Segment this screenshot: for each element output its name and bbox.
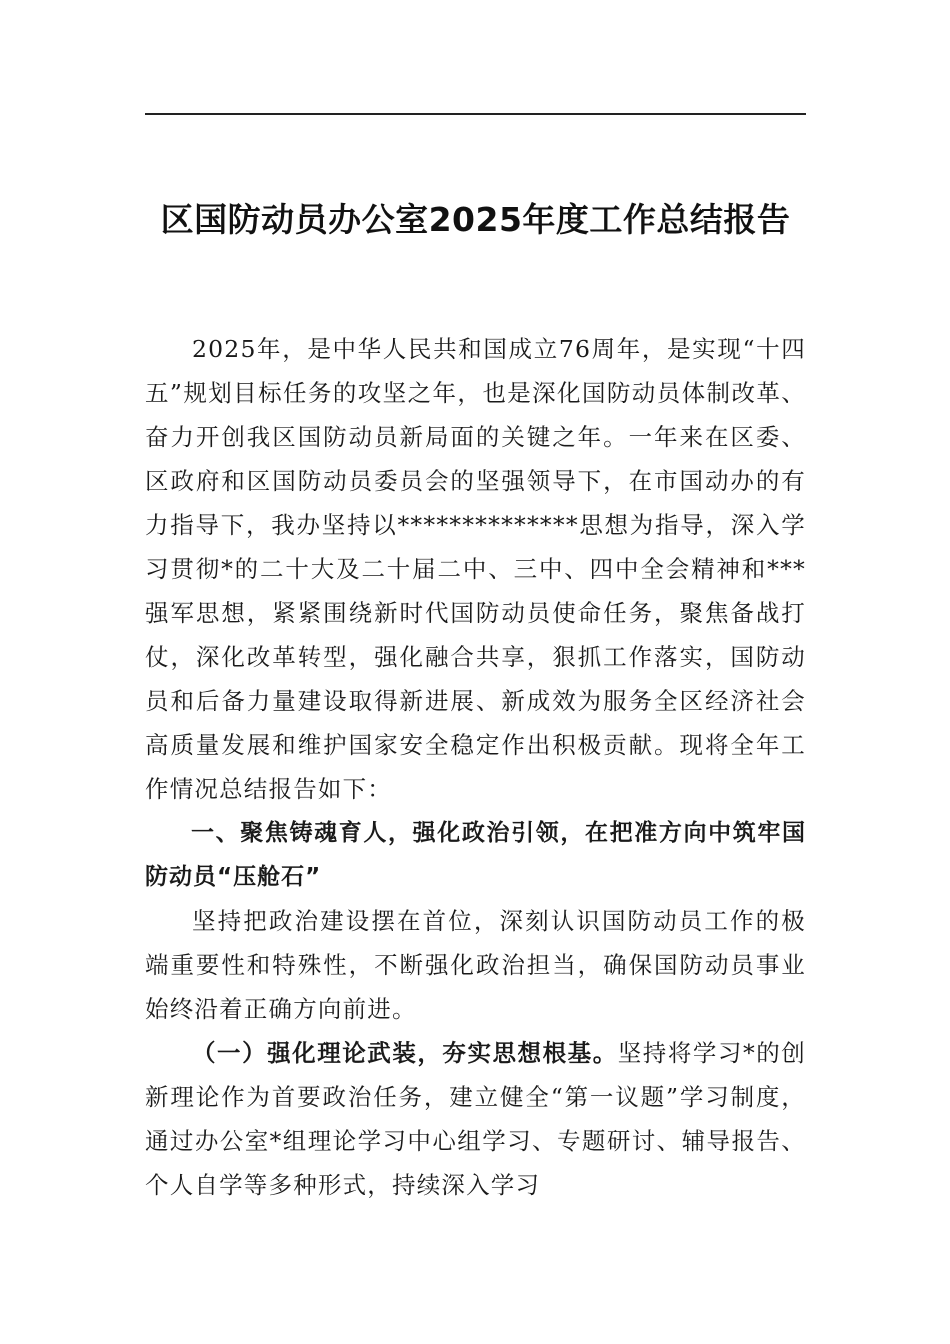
section-heading-1: 一、聚焦铸魂育人，强化政治引领，在把准方向中筑牢国防动员“压舱石” [145, 820, 806, 890]
subsection-1-text: 坚持将学习*的创新理论作为首要政治任务，建立健全“第一议题”学习制度，通过办公室*组理论学习中心组学习、专题研讨、辅导报告、个人自学等多种形式，持续深入学习 [145, 1039, 806, 1199]
intro-paragraph: 2025年，是中华人民共和国成立76周年，是实现“十四五”规划目标任务的攻坚之年，也是深化国防动员体制改革、奋力开创我区国防动员新局面的关键之年。一年来在区委、区政府和区国防动员委员会的坚强领导下，在市国动办的有力指导下，我办坚持以**************思想为指导，深入学习贯彻*的二十大及二十届二中、三中、四中全会精神和***强军思想，紧紧围绕新时代国防动员使命任务，聚焦备战打仗，深化改革转型，强化融合共享，狠抓工作落实，国防动员和后备力量建设取得新进展、新成效为服务全区经济社会高质量发展和维护国家安全稳定作出积极贡献。现将全年工作情况总结报告如下： [145, 335, 806, 803]
header-rule [145, 113, 806, 115]
subsection-1-paragraph [145, 1031, 806, 1207]
subsection-1-lead: （一）强化理论武装，夯实思想根基。 [192, 1039, 618, 1067]
section-1-paragraph: 坚持把政治建设摆在首位，深刻认识国防动员工作的极端重要性和特殊性，不断强化政治担当，确保国防动员事业始终沿着正确方向前进。 [145, 907, 806, 1023]
document-body [145, 327, 806, 1207]
document-title: 区国防动员办公室2025年度工作总结报告 [160, 200, 791, 239]
